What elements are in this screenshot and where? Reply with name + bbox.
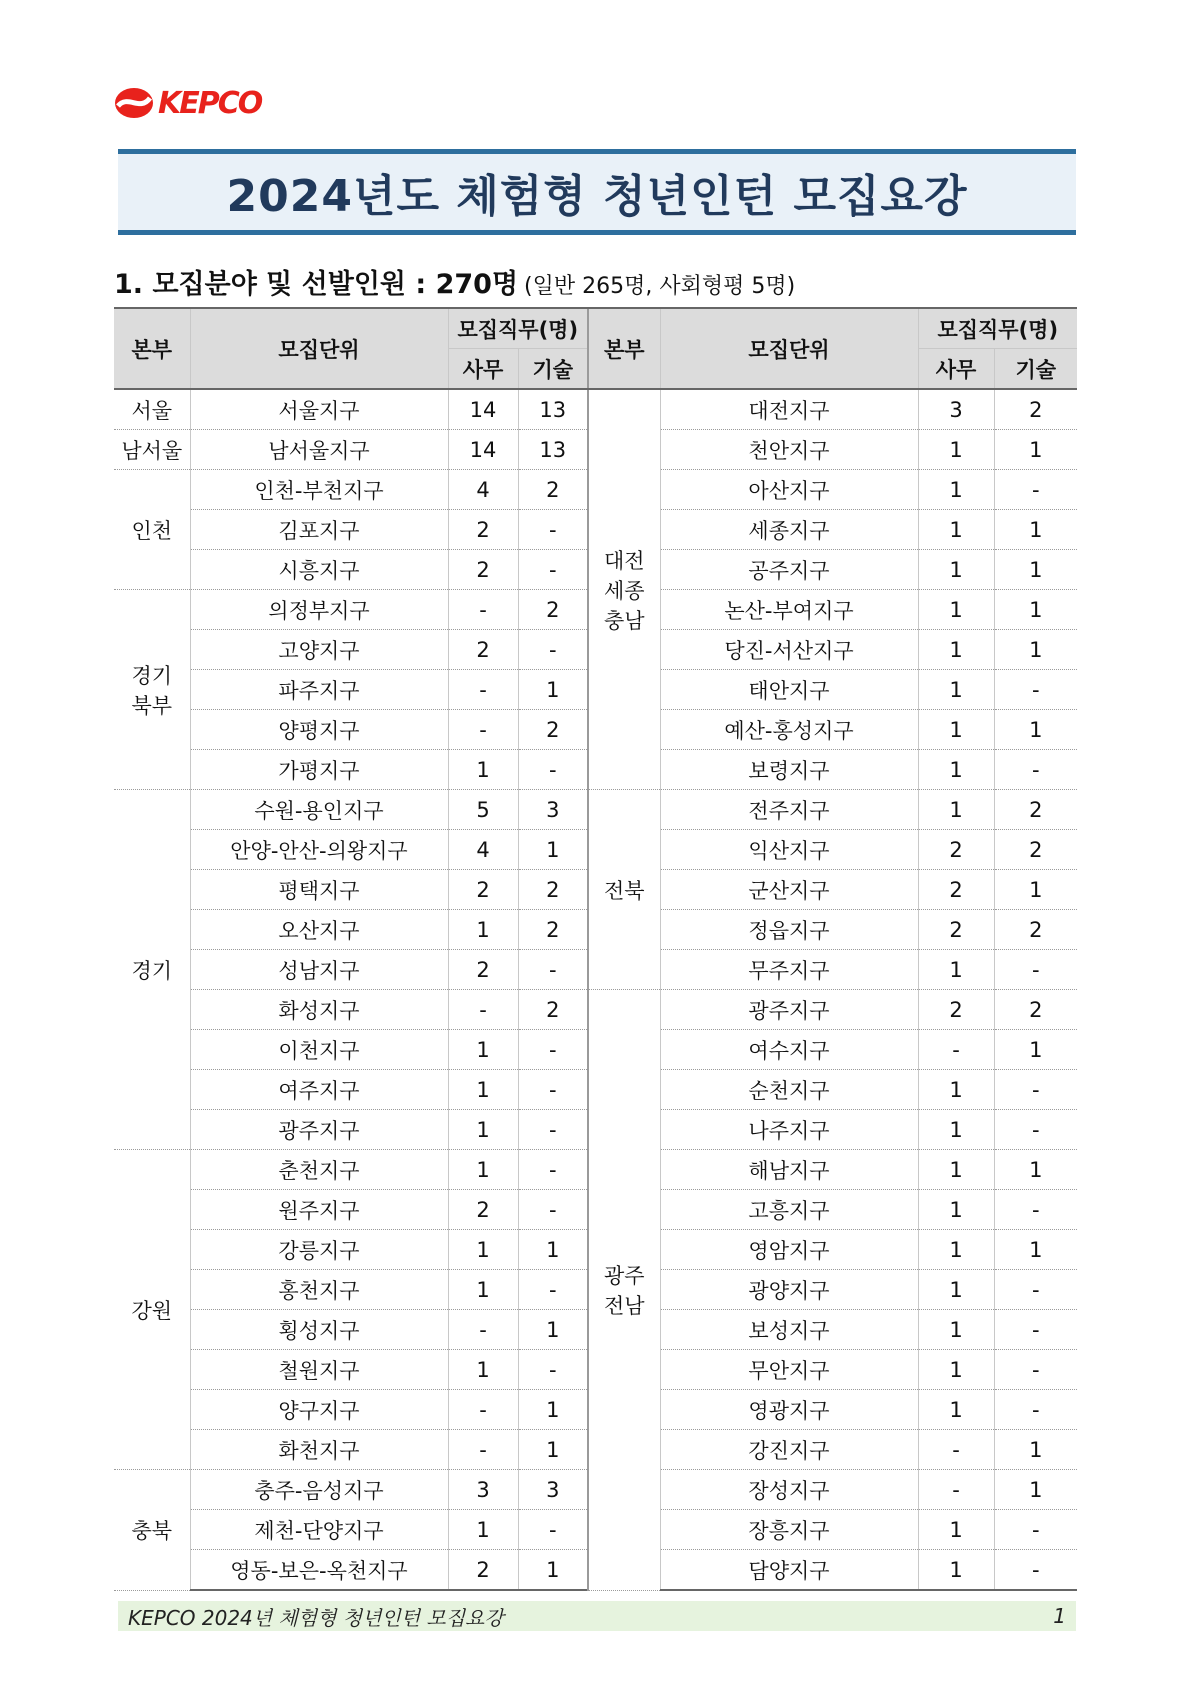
tech-count-left: - [518, 630, 588, 670]
office-count-right: 1 [918, 1510, 994, 1550]
header-unit-left: 모집단위 [190, 308, 448, 389]
office-count-right: 1 [918, 1110, 994, 1150]
unit-cell-right: 논산-부여지구 [660, 590, 918, 630]
tech-count-right: 2 [994, 830, 1077, 870]
unit-cell-left: 여주지구 [190, 1070, 448, 1110]
table-row [114, 790, 1077, 830]
section-heading-sub: (일반 265명, 사회형평 5명) [524, 274, 796, 299]
kepco-logo-text: KEPCO [158, 85, 262, 121]
unit-cell-right: 아산지구 [660, 470, 918, 510]
tech-count-left: 1 [518, 1550, 588, 1591]
office-count-right: 1 [918, 710, 994, 750]
unit-cell-left: 충주-음성지구 [190, 1470, 448, 1510]
hq-cell-right: 광주 전남 [588, 990, 660, 1591]
unit-cell-right: 공주지구 [660, 550, 918, 590]
tech-count-right: - [994, 1270, 1077, 1310]
tech-count-left: 13 [518, 389, 588, 430]
tech-count-left: - [518, 1070, 588, 1110]
unit-cell-left: 광주지구 [190, 1110, 448, 1150]
unit-cell-right: 보성지구 [660, 1310, 918, 1350]
unit-cell-right: 무안지구 [660, 1350, 918, 1390]
office-count-left: - [448, 1390, 518, 1430]
office-count-right: 1 [918, 510, 994, 550]
unit-cell-left: 의정부지구 [190, 590, 448, 630]
hq-cell-left: 남서울 [114, 430, 190, 470]
footer-title: KEPCO 2024년 체험형 청년인턴 모집요강 [128, 1605, 504, 1630]
unit-cell-left: 서울지구 [190, 389, 448, 430]
tech-count-left: - [518, 750, 588, 790]
tech-count-right: 1 [994, 510, 1077, 550]
office-count-left: 1 [448, 1150, 518, 1190]
unit-cell-left: 춘천지구 [190, 1150, 448, 1190]
tech-count-right: 1 [994, 1470, 1077, 1510]
office-count-left: 1 [448, 1270, 518, 1310]
header-office-left: 사무 [448, 349, 518, 390]
unit-cell-right: 당진-서산지구 [660, 630, 918, 670]
tech-count-left: - [518, 1350, 588, 1390]
unit-cell-right: 예산-홍성지구 [660, 710, 918, 750]
office-count-left: 2 [448, 510, 518, 550]
tech-count-left: - [518, 950, 588, 990]
page-number: 1 [1053, 1604, 1066, 1628]
header-unit-right: 모집단위 [660, 308, 918, 389]
tech-count-right: - [994, 1550, 1077, 1591]
office-count-right: 1 [918, 590, 994, 630]
office-count-left: - [448, 590, 518, 630]
unit-cell-left: 철원지구 [190, 1350, 448, 1390]
unit-cell-right: 전주지구 [660, 790, 918, 830]
tech-count-right: - [994, 750, 1077, 790]
unit-cell-left: 파주지구 [190, 670, 448, 710]
unit-cell-right: 고흥지구 [660, 1190, 918, 1230]
tech-count-left: - [518, 1190, 588, 1230]
unit-cell-left: 오산지구 [190, 910, 448, 950]
unit-cell-right: 영광지구 [660, 1390, 918, 1430]
unit-cell-right: 태안지구 [660, 670, 918, 710]
hq-cell-left: 경기 북부 [114, 590, 190, 790]
tech-count-left: 13 [518, 430, 588, 470]
tech-count-right: 1 [994, 550, 1077, 590]
office-count-right: 1 [918, 750, 994, 790]
office-count-right: 1 [918, 1390, 994, 1430]
office-count-left: 4 [448, 470, 518, 510]
tech-count-left: 2 [518, 870, 588, 910]
tech-count-left: - [518, 1270, 588, 1310]
tech-count-left: 1 [518, 830, 588, 870]
office-count-left: 1 [448, 750, 518, 790]
tech-count-left: 2 [518, 590, 588, 630]
tech-count-left: - [518, 1150, 588, 1190]
unit-cell-left: 양구지구 [190, 1390, 448, 1430]
office-count-right: 1 [918, 1270, 994, 1310]
unit-cell-right: 무주지구 [660, 950, 918, 990]
office-count-right: 1 [918, 790, 994, 830]
office-count-right: 1 [918, 430, 994, 470]
table-header [114, 308, 1077, 389]
office-count-right: - [918, 1430, 994, 1470]
office-count-left: 2 [448, 1190, 518, 1230]
tech-count-left: - [518, 510, 588, 550]
unit-cell-left: 양평지구 [190, 710, 448, 750]
tech-count-right: 1 [994, 630, 1077, 670]
office-count-right: 2 [918, 870, 994, 910]
office-count-left: 14 [448, 389, 518, 430]
unit-cell-right: 나주지구 [660, 1110, 918, 1150]
office-count-right: 1 [918, 950, 994, 990]
office-count-right: 2 [918, 990, 994, 1030]
tech-count-left: 1 [518, 1390, 588, 1430]
unit-cell-left: 시흥지구 [190, 550, 448, 590]
tech-count-left: 1 [518, 670, 588, 710]
tech-count-left: 2 [518, 990, 588, 1030]
unit-cell-left: 홍천지구 [190, 1270, 448, 1310]
tech-count-left: 1 [518, 1430, 588, 1470]
office-count-right: 1 [918, 1550, 994, 1591]
tech-count-left: - [518, 1510, 588, 1550]
page-footer [118, 1601, 1076, 1631]
office-count-right: 1 [918, 1190, 994, 1230]
unit-cell-right: 정읍지구 [660, 910, 918, 950]
office-count-left: 1 [448, 910, 518, 950]
unit-cell-right: 순천지구 [660, 1070, 918, 1110]
office-count-left: - [448, 1310, 518, 1350]
unit-cell-left: 화천지구 [190, 1430, 448, 1470]
office-count-right: 2 [918, 830, 994, 870]
tech-count-right: 1 [994, 870, 1077, 910]
tech-count-right: - [994, 1070, 1077, 1110]
office-count-right: 1 [918, 1350, 994, 1390]
office-count-right: 1 [918, 1230, 994, 1270]
tech-count-right: 1 [994, 1150, 1077, 1190]
table-row [114, 990, 1077, 1030]
office-count-right: 1 [918, 630, 994, 670]
office-count-right: 1 [918, 1150, 994, 1190]
tech-count-left: 2 [518, 470, 588, 510]
office-count-right: 1 [918, 1070, 994, 1110]
kepco-logo [114, 86, 261, 120]
unit-cell-left: 고양지구 [190, 630, 448, 670]
office-count-right: - [918, 1030, 994, 1070]
office-count-left: 2 [448, 950, 518, 990]
header-group-right: 모집직무(명) [918, 308, 1077, 349]
tech-count-right: 2 [994, 990, 1077, 1030]
unit-cell-right: 천안지구 [660, 430, 918, 470]
unit-cell-left: 김포지구 [190, 510, 448, 550]
office-count-left: 2 [448, 870, 518, 910]
table-body [114, 389, 1077, 1590]
header-hq-left: 본부 [114, 308, 190, 389]
tech-count-right: 2 [994, 389, 1077, 430]
unit-cell-left: 화성지구 [190, 990, 448, 1030]
unit-cell-left: 제천-단양지구 [190, 1510, 448, 1550]
office-count-left: 4 [448, 830, 518, 870]
unit-cell-left: 남서울지구 [190, 430, 448, 470]
unit-cell-left: 성남지구 [190, 950, 448, 990]
unit-cell-right: 보령지구 [660, 750, 918, 790]
unit-cell-left: 강릉지구 [190, 1230, 448, 1270]
hq-cell-left: 인천 [114, 470, 190, 590]
tech-count-right: 2 [994, 790, 1077, 830]
tech-count-right: - [994, 1110, 1077, 1150]
recruitment-table [114, 307, 1077, 1591]
office-count-right: 1 [918, 470, 994, 510]
tech-count-left: 1 [518, 1310, 588, 1350]
tech-count-right: 1 [994, 1430, 1077, 1470]
unit-cell-left: 인천-부천지구 [190, 470, 448, 510]
tech-count-right: - [994, 1310, 1077, 1350]
tech-count-right: - [994, 950, 1077, 990]
office-count-left: 2 [448, 630, 518, 670]
tech-count-right: - [994, 1510, 1077, 1550]
unit-cell-right: 강진지구 [660, 1430, 918, 1470]
office-count-left: - [448, 710, 518, 750]
header-tech-left: 기술 [518, 349, 588, 390]
tech-count-right: 1 [994, 430, 1077, 470]
kepco-logo-icon [114, 86, 154, 120]
section-heading [114, 262, 795, 301]
tech-count-right: - [994, 1190, 1077, 1230]
unit-cell-right: 장흥지구 [660, 1510, 918, 1550]
tech-count-left: - [518, 1110, 588, 1150]
header-tech-right: 기술 [994, 349, 1077, 390]
hq-cell-right: 대전 세종 충남 [588, 389, 660, 790]
tech-count-left: 3 [518, 1470, 588, 1510]
tech-count-left: 2 [518, 710, 588, 750]
section-heading-main: 1. 모집분야 및 선발인원 : 270명 [114, 269, 519, 300]
unit-cell-left: 가평지구 [190, 750, 448, 790]
tech-count-right: 1 [994, 1230, 1077, 1270]
unit-cell-left: 영동-보은-옥천지구 [190, 1550, 448, 1591]
office-count-right: 2 [918, 910, 994, 950]
table-row [114, 389, 1077, 430]
unit-cell-right: 여수지구 [660, 1030, 918, 1070]
tech-count-right: 2 [994, 910, 1077, 950]
hq-cell-left: 서울 [114, 389, 190, 430]
office-count-left: 2 [448, 550, 518, 590]
tech-count-right: - [994, 470, 1077, 510]
header-hq-right: 본부 [588, 308, 660, 389]
unit-cell-left: 수원-용인지구 [190, 790, 448, 830]
tech-count-left: 1 [518, 1230, 588, 1270]
office-count-left: - [448, 670, 518, 710]
tech-count-left: 2 [518, 910, 588, 950]
tech-count-right: 1 [994, 710, 1077, 750]
office-count-left: 3 [448, 1470, 518, 1510]
tech-count-left: - [518, 550, 588, 590]
tech-count-right: 1 [994, 590, 1077, 630]
office-count-left: 1 [448, 1350, 518, 1390]
title-banner [118, 149, 1076, 235]
hq-cell-left: 충북 [114, 1470, 190, 1591]
office-count-left: 5 [448, 790, 518, 830]
office-count-left: 14 [448, 430, 518, 470]
tech-count-right: - [994, 1350, 1077, 1390]
header-group-left: 모집직무(명) [448, 308, 588, 349]
office-count-left: 2 [448, 1550, 518, 1591]
unit-cell-right: 군산지구 [660, 870, 918, 910]
unit-cell-right: 광주지구 [660, 990, 918, 1030]
unit-cell-right: 광양지구 [660, 1270, 918, 1310]
hq-cell-right: 전북 [588, 790, 660, 990]
unit-cell-left: 안양-안산-의왕지구 [190, 830, 448, 870]
office-count-right: 1 [918, 670, 994, 710]
header-office-right: 사무 [918, 349, 994, 390]
office-count-left: 1 [448, 1070, 518, 1110]
tech-count-right: - [994, 670, 1077, 710]
office-count-left: - [448, 990, 518, 1030]
page-title: 2024년도 체험형 청년인턴 모집요강 [226, 171, 968, 222]
office-count-left: 1 [448, 1510, 518, 1550]
unit-cell-right: 대전지구 [660, 389, 918, 430]
unit-cell-right: 해남지구 [660, 1150, 918, 1190]
tech-count-left: 3 [518, 790, 588, 830]
unit-cell-right: 익산지구 [660, 830, 918, 870]
office-count-right: - [918, 1470, 994, 1510]
unit-cell-left: 원주지구 [190, 1190, 448, 1230]
office-count-left: 1 [448, 1030, 518, 1070]
unit-cell-left: 횡성지구 [190, 1310, 448, 1350]
tech-count-right: 1 [994, 1030, 1077, 1070]
unit-cell-right: 영암지구 [660, 1230, 918, 1270]
office-count-left: - [448, 1430, 518, 1470]
office-count-left: 1 [448, 1230, 518, 1270]
hq-cell-left: 강원 [114, 1150, 190, 1470]
tech-count-right: - [994, 1390, 1077, 1430]
hq-cell-left: 경기 [114, 790, 190, 1150]
unit-cell-right: 담양지구 [660, 1550, 918, 1591]
office-count-right: 3 [918, 389, 994, 430]
unit-cell-right: 장성지구 [660, 1470, 918, 1510]
office-count-right: 1 [918, 550, 994, 590]
tech-count-left: - [518, 1030, 588, 1070]
office-count-right: 1 [918, 1310, 994, 1350]
unit-cell-left: 평택지구 [190, 870, 448, 910]
unit-cell-right: 세종지구 [660, 510, 918, 550]
office-count-left: 1 [448, 1110, 518, 1150]
unit-cell-left: 이천지구 [190, 1030, 448, 1070]
